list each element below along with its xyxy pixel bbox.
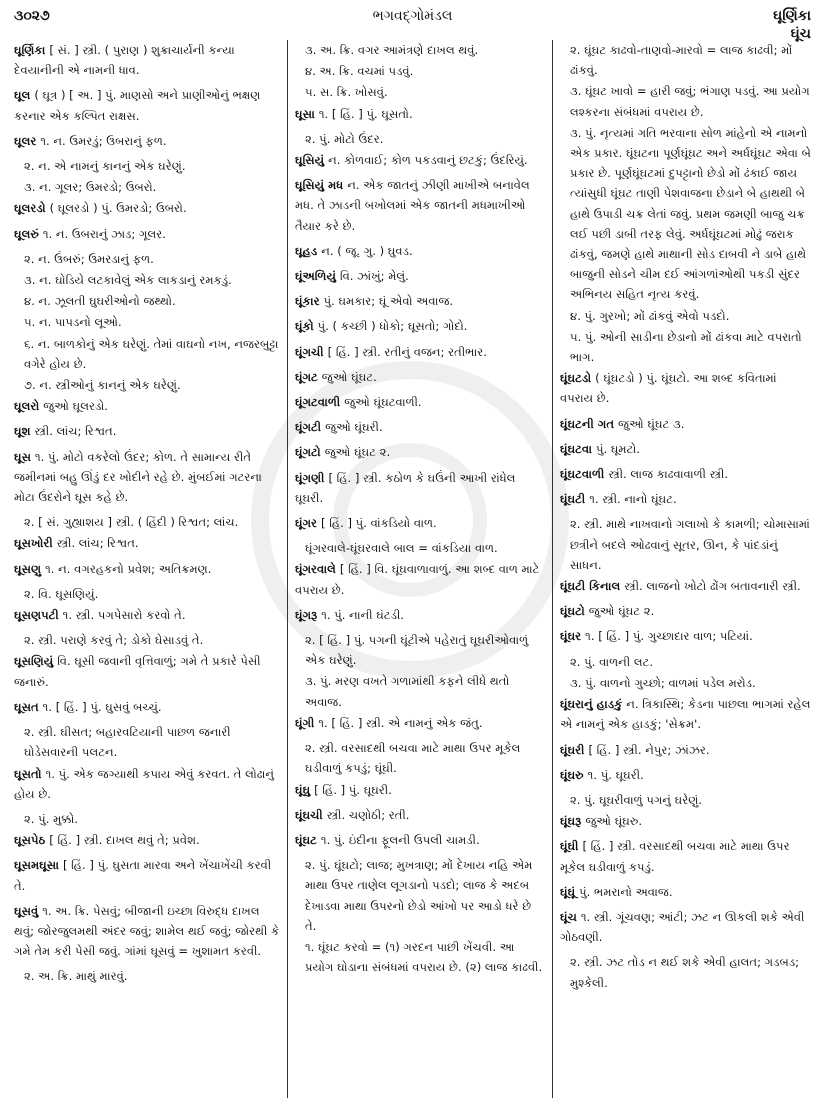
definition-text: ૧. સ્ત્રી. ગૂંચવણ; આંટી; ઝટ ન ઊકલી શકે એવી ગોઠવણી.: [560, 909, 805, 945]
headword: ઘૂંગટ: [295, 369, 318, 384]
headword: ઘૂંઘટડો: [560, 371, 592, 386]
dictionary-entry: [14, 764, 280, 804]
headword: ઘૂંગર: [295, 516, 318, 531]
definition-text: ૩. અ. ક્રિ. વગર આમંત્રણે દાખલ થવું.: [305, 43, 479, 57]
definition-text: ૧. પું. મોટો વકરેલો ઉંદર; કોળ. તે સામાન્ય રીતે જમીનમાં બહુ ઊંડું દર ખોદીને રહે છે. મુંબઈમાં ગટરના મોટા ઉંદરોને ઘૂસ કહે છે.: [14, 449, 262, 505]
definition-text: ૫. પું. ઓની સાડીના છેડાનો મોં ઢાંકવા માટે વપરાતો ભાગ.: [570, 329, 802, 365]
definition-text: જુઓ ઘૂંઘટ.: [321, 369, 377, 384]
definition-text: ૩. પું. નૃત્યમાં ગતિ ભરવાના સોળ માંહેનો એ નામનો એક પ્રકાર. ઘૂંઘટના પૂર્ણઘૂંઘટ અને અર્ધઘૂંઘટ એવા બે પ્રકાર છે. પૂર્ણઘૂંઘટમાં દુપટ્ટાનો છેડો મોં ઢંકાઈ જાય ત્યાંસુધી ઘૂંઘટ તાણી પેશવાજના છેડાને બે હાથથી બે હાથે ઉપાડી ચક્ર લેતાં જવું. પ્રથમ જમણી બાજુ ચક્ર લઈ પછી ડાબી તરફ લેવું. અર્ધઘૂંઘટમાં મોઢું જરાક ઢાંકવું, જમણે હાથે માથાની સોડ દાબવી ને ડાબે હાથે બાજુની સોડને ચીમ દઈ આંગળાંઓથી પકડી સુંદર અભિનય સહિત નૃત્ય કરવું.: [570, 125, 811, 302]
definition-text: ૨. પું. વાળની લટ.: [570, 654, 654, 669]
definition-text: ૧. સ્ત્રી. પગપેસારો કરવો તે.: [62, 608, 186, 623]
dictionary-entry: [295, 342, 545, 362]
dictionary-entry: [295, 104, 545, 124]
definition-text: ૬. ન. બાળકોનું એક ઘરેણું. તેમાં વાઘનો નખ, નજરબુટ્ટા વગેરે હોય છે.: [24, 336, 279, 371]
definition-text: જુઓ ઘૂંઘટ ૩.: [618, 416, 685, 431]
entry-sense: [560, 123, 812, 305]
definition-text: ૧. ન. ઉબરાનું ઝાડ; ગૂલર.: [42, 226, 166, 241]
dictionary-entry: [560, 489, 812, 509]
headword: ઘૂહડ: [295, 243, 318, 258]
dictionary-entry: [560, 811, 812, 831]
guide-word-first: ઘૂર્ણિકા: [773, 8, 811, 24]
dictionary-entry: [560, 694, 812, 734]
dictionary-entry: [295, 805, 545, 825]
headword: ઘૂંઘટવાળી: [560, 467, 605, 482]
dictionary-entry: [295, 830, 545, 850]
definition-text: [ હિં. ] સ્ત્રી. દાખલ થવું તે; પ્રવેશ.: [49, 833, 200, 848]
definition-text: ૧. પું. એક જગ્યાથી કપાય એવું કરવત. તે લોઢાનું હોય છે.: [14, 766, 274, 801]
entry-sense: [14, 630, 280, 650]
headword: ઘૂંગણી: [295, 470, 325, 485]
entry-sense: [560, 790, 812, 810]
definition-text: ૧. અ. ક્રિ. પેસવું; બીજાની ઇચ્છા વિરુદ્ધ દાખલ થવું; જોરજુલમથી અંદર જવું; શામેલ થઈ જવું; જોરથી કે ગમે તેમ કરી પેસી જવું. ગાંમાં ઘૂસવું = ખુશામત કરવી.: [14, 903, 280, 959]
definition-text: [ હિં. ] સ્ત્રી. નેપુર; ઝાંઝર.: [588, 742, 710, 757]
headword: ઘૂંચ: [560, 909, 577, 924]
definition-text: ૩. ઘૂંઘટ ખાવો = હારી જવું; ભંગાણ પડવું. આ પ્રયોગ લશ્કરના સંબંધમાં વપરાય છે.: [570, 84, 810, 119]
definition-text: [ સં. ] સ્ત્રી. ( પુરાણ ) શુક્રાચાર્યની કન્યા દેવયાનીની એ નામની ધાવ.: [14, 43, 235, 78]
definition-text: ૨. સ્ત્રી. પરાણે કરવું તે; ડોકો ઘેસાડવું તે.: [24, 633, 204, 648]
headword: ઘૂસતો: [14, 766, 42, 781]
definition-text: ૨. સ્ત્રી. ઘીસત; બહારવટિયાની પાછળ જનારી ઘોડેસવારની પલટન.: [24, 725, 231, 760]
entry-sense: [560, 952, 812, 992]
definition-text: ૩. ન. ઘોડિયે લટકાવેલું એક લાકડાનું રમકડું.: [24, 273, 232, 288]
column-2: [295, 40, 545, 1098]
entry-sense: [14, 966, 280, 986]
dictionary-entry: [295, 392, 545, 412]
definition-text: ૧. [ હિં. ] પું. ઘુસવું બચ્ચું.: [42, 699, 162, 714]
definition-text: વિ. ઘૂસી જવાની વૃત્તિવાળું; ગમે તે પ્રકારે પેસી જનારું.: [14, 654, 261, 689]
headword: ઘૂંકો: [295, 319, 314, 334]
definition-text: ૧. ન. વગરહકનો પ્રવેશ; અતિક્રમણ.: [45, 561, 212, 576]
entry-sense: [14, 809, 280, 829]
headword: ઘૂશ: [14, 424, 31, 439]
definition-text: જુઓ ઘૂલરડો.: [43, 399, 108, 414]
entry-sense: [295, 129, 545, 149]
entry-sense: [560, 652, 812, 672]
entry-sense: [14, 334, 280, 374]
definition-text: ૧. પું. ઇંદીના ફૂલની ઉપલી ચામડી.: [320, 832, 480, 847]
definition-text: પું. ઘૂમટો.: [595, 441, 640, 456]
page-number: ૩૦૨૭: [14, 8, 50, 24]
dictionary-entry: [14, 224, 280, 244]
definition-text: ૧. પું. નાની ઘંટડી.: [321, 607, 404, 622]
definition-text: ૩. પું. વાળનો ગુચ્છો; વાળમાં પડેલ મરોડ.: [570, 675, 756, 690]
definition-text: ૪. ન. ઝૂલતી ઘુઘરીઓનો જથ્થો.: [24, 294, 176, 309]
dictionary-entry: [14, 533, 280, 553]
headword: ઘૂલરડો: [14, 201, 46, 216]
entry-sense: [14, 270, 280, 290]
entry-sense: [560, 306, 812, 326]
entry-sense: [14, 584, 280, 604]
definition-text: ૫. સ. ક્રિ. ખોસવું.: [305, 85, 388, 100]
headword: ઘૂંઘરુ: [560, 767, 584, 782]
headword: ઘૂસમઘૂસા: [14, 858, 59, 873]
dictionary-entry: [295, 468, 545, 508]
headword: ઘૂલરો: [14, 399, 40, 414]
definition-text: ૨. પું. મોટો ઉંદર.: [305, 131, 384, 146]
entry-sense: [295, 630, 545, 670]
definition-text: ૧. [ હિં. ] પું. ઘૂસતો.: [318, 106, 413, 121]
definition-text: ૧. સ્ત્રી. નાનો ઘૂંઘટ.: [589, 492, 677, 507]
definition-text: ૨. સ્ત્રી. માથે નાખવાનો ગલાખો કે કામળી; ચોમાસામાં છત્રીને બદલે ઓઢવાનું સૂતર, ઊન, કે પાંદડાંનું સાધન.: [570, 517, 810, 572]
dictionary-entry: [295, 513, 545, 533]
definition-text: [ હિં. ] સ્ત્રી. રતીનું વજન; રતીભાર.: [327, 344, 487, 359]
definition-text: પું. ઘમકાર; ઘૂં એવો અવાજ.: [323, 294, 454, 309]
dictionary-entry: [560, 882, 812, 902]
headword: ઘૂંઘટની ગત: [560, 416, 615, 431]
entry-sense: [14, 249, 280, 269]
headword: ઘૂંઘટી: [560, 492, 586, 507]
dictionary-entry: [14, 830, 280, 850]
definition-text: ( ઘૂંઘટડો ) પું. ઘૂંઘટો. આ શબ્દ કવિતામાં વપરાય છે.: [560, 371, 777, 406]
definition-text: ૨. ઘૂંઘટ કાઢવો-તાણવો-મારવો = લાજ કાઢવી; મોં ઢાંકવું.: [570, 43, 793, 78]
dictionary-entry: [14, 131, 280, 151]
dictionary-entry: [14, 697, 280, 717]
dictionary-entry: [560, 836, 812, 876]
definition-text: ૪. પું. ગુરખો; મોં ઢાંકવું એવો પડદો.: [570, 308, 730, 323]
headword: ઘૂંઘટ: [295, 832, 317, 847]
definition-text: ૫. ન. પાપડનો લૂઓ.: [24, 315, 122, 330]
headword: ઘૂસિયું: [295, 153, 325, 168]
definition-text: ( ઘૂત્ર ) [ અ. ] પું. માણસો અને પ્રાણીઓનું ભક્ષણ કરનાર એક કલ્પિત રાક્ષસ.: [14, 88, 261, 123]
column-divider: [287, 40, 288, 1098]
entry-sense: [14, 375, 280, 395]
definition-text: વિ. ઝાંખું; મેલું.: [339, 269, 409, 284]
dictionary-entry: [560, 439, 812, 459]
definition-text: ૩. પું. મરણ વખતે ગળામાંથી કફને લીધે થતો અવાજ.: [305, 674, 510, 709]
headword: ઘૂસ: [14, 449, 31, 464]
headword: ઘૂલરું: [14, 226, 39, 241]
definition-text: ન. ( જૂ. ગુ. ) ઘુવડ.: [321, 243, 413, 258]
definition-text: પું. ( કચ્છી ) ધોકો; ઘૂસતો; ગોદો.: [317, 319, 468, 334]
headword: ઘૂલર: [14, 133, 37, 148]
definition-text: પું. ભમરાનો અવાજ.: [579, 884, 673, 899]
headword: ઘૂંઘરાનું હાડકું: [560, 697, 623, 712]
entry-sense: [295, 61, 545, 81]
dictionary-entry: [560, 464, 812, 484]
definition-text: ૨. સ્ત્રી. વરસાદથી બચવા માટે માથા ઉપર મૂકેલ ઘડીવાળું કપડું; ઘૂંઘી.: [305, 741, 521, 776]
headword: ઘૂંઘર: [560, 629, 582, 644]
dictionary-entry: [14, 605, 280, 625]
definition-text: ( ઘૂલરડો ) પું. ઉમરડો; ઉબરો.: [49, 201, 187, 216]
definition-text: ૧. ઘૂંઘટ કરવો = (૧) ગરદન પાછી ખેંચવી. આ પ્રયોગ ઘોડાના સંબંધમાં વપરાય છે. (૨) લાજ કાઢવી.: [305, 939, 543, 975]
dictionary-entry: [14, 901, 280, 962]
headword: ઘૂંગટી: [295, 420, 322, 435]
headword: ઘૂસવું: [14, 903, 39, 918]
definition-text: સ્ત્રી. લાજ કાઢવાવાળી સ્ત્રી.: [608, 467, 729, 482]
headword: ઘૂસણુ: [14, 561, 42, 576]
definition-text: સ્ત્રી. ચણોઠી; રતી.: [326, 807, 410, 822]
dictionary-entry: [295, 266, 545, 286]
headword: ઘૂંઘરી: [560, 742, 585, 757]
entry-sense: [14, 312, 280, 332]
guide-word-last: ઘૂંચ: [790, 26, 811, 42]
dictionary-entry: [14, 559, 280, 579]
definition-text: [ હિં. ] સ્ત્રી. કઠોળ કે ઘઉંની આખી રાંધેલ ઘૂઘરી.: [295, 470, 516, 505]
entry-sense: [560, 514, 812, 575]
definition-text: ૨. પું. મુક્કો.: [24, 811, 79, 826]
dictionary-entry: [14, 198, 280, 218]
definition-text: સ્ત્રી. લાંચ; રિશ્વત.: [34, 424, 117, 439]
dictionary-entry: [14, 40, 280, 80]
headword: ઘૂંઘી: [560, 839, 579, 854]
dictionary-entry: [295, 417, 545, 437]
headword: ઘૂંઘટી કિનાલ: [560, 579, 621, 594]
headword: ઘૂંગી: [295, 715, 315, 730]
definition-text: ૧. ન. ઉમરડું; ઉબરાનું ફળ.: [40, 133, 167, 148]
dictionary-entry: [14, 396, 280, 416]
dictionary-entry: [14, 651, 280, 691]
headword: ઘૂસણિયું: [14, 654, 54, 669]
definition-text: ૨. અ. ક્રિ. માથું મારવું.: [24, 969, 128, 984]
headword: ઘૂંઘૂં: [560, 884, 576, 899]
definition-text: સ્ત્રી. લાજનો ખોટો ઢોંગ બતાવનારી સ્ત્રી.: [624, 579, 801, 594]
headword: ઘૂંઘટવા: [560, 441, 592, 456]
headword: ઘૂંકાર: [295, 294, 320, 309]
entry-sense: [295, 82, 545, 102]
dictionary-entry: [295, 442, 545, 462]
dictionary-entry: [560, 626, 812, 646]
headword: ઘૂર્ણિકા: [14, 43, 46, 57]
headword: ઘૂંઅળિયું: [295, 269, 336, 284]
definition-text: ન. કોળવાઈ; કોળ પકડવાનું છટકું; ઉંદરિયું.: [328, 153, 528, 168]
headword: ઘૂસત: [14, 699, 39, 714]
definition-text: ન. એક જાતનું ઝીણી માખીએ બનાવેલ મધ. તે ઝાડની બખોલમાં એક જાતની મધમાખીઓ તૈયાર કરે છે.: [295, 178, 530, 233]
definition-text: ૨. ન. એ નામનું કાનનું એક ઘરેણું.: [24, 159, 186, 174]
dictionary-entry: [560, 601, 812, 621]
entry-sense: [14, 177, 280, 197]
definition-text: ૨. [ સં. ગુહ્યાશય ] સ્ત્રી. ( હિંદી ) રિશ્વત; લાંચ.: [24, 515, 239, 530]
definition-text: ન. ત્રિકાસ્થિ; કેડના પાછલા ભાગમાં રહેલ એ નામનું એક હાડકું; 'સેક્રમ'.: [560, 697, 811, 732]
headword: ઘૂસિયું મધ: [295, 178, 344, 193]
headword: ઘૂલ: [14, 88, 31, 103]
definition-text: ૧. [ હિં. ] પું. ગુચ્છાદાર વાળ; પટિયાં.: [585, 629, 753, 644]
definition-text: ૨. પું. ઘૂઘરીવાળું પગનું ઘરેણું.: [570, 792, 702, 807]
definition-text: ૧. પું. ઘૂઘરી.: [587, 767, 644, 782]
dictionary-entry: [295, 780, 545, 800]
dictionary-entry: [295, 150, 545, 170]
definition-text: [ હિં. ] પું. ઘૂઘરી.: [314, 782, 392, 797]
definition-text: જુઓ ઘૂંઘટવાળી.: [344, 395, 422, 410]
dictionary-entry: [295, 175, 545, 236]
entry-sense: [295, 538, 545, 558]
entry-sense: [295, 671, 545, 711]
headword: ઘૂંગટવાળી: [295, 395, 341, 410]
entry-sense: [560, 327, 812, 367]
definition-text: જુઓ ઘૂંઘરુ.: [585, 814, 643, 829]
definition-text: સ્ત્રી. લાંચ; રિશ્વત.: [56, 536, 139, 551]
definition-text: [ હિં. ] પું. ઘુસતા મારવા અને ખેંચાખેંચી કરવી તે.: [14, 858, 272, 893]
dictionary-entry: [295, 241, 545, 261]
definition-text: ૨. ન. ઉંબરું; ઉમરડાનું ફળ.: [24, 251, 154, 266]
headword: ઘૂંઘુ: [295, 782, 311, 797]
column-1: [14, 40, 280, 1098]
dictionary-entry: [560, 414, 812, 434]
definition-text: ઘૂંગરવાલે-ઘૂંઘરવાલે બાલ = વાંકડિયા વાળ.: [305, 541, 498, 556]
definition-text: જુઓ ઘૂંઘટ ૨.: [588, 604, 655, 619]
dictionary-entry: [14, 447, 280, 508]
headword: ઘૂસા: [295, 106, 315, 121]
entry-sense: [295, 855, 545, 936]
dictionary-entry: [560, 740, 812, 760]
dictionary-entry: [295, 559, 545, 599]
dictionary-entry: [295, 291, 545, 311]
headword: ઘૂંઘટો: [560, 604, 585, 619]
entry-sense: [560, 673, 812, 693]
dictionary-entry: [295, 316, 545, 336]
entry-sense: [14, 291, 280, 311]
definition-text: જુઓ ઘૂંઘરી.: [325, 420, 383, 435]
definition-text: ૨. પું. ઘૂંઘટો; લાજ; મુખત્રાણ; મોં દેખાય નહિ એમ માથા ઉપર તાણેલ લૂગડાનો પડદો; લાજ કે અદબ દેખાડવા માથા ઉપરનો છેડો આંખો પર આડો ધરે છે તે.: [305, 858, 533, 933]
headword: ઘૂસપેઠ: [14, 833, 46, 848]
dictionary-entry: [560, 368, 812, 408]
headword: ઘૂંઘરૂ: [560, 814, 582, 829]
headword: ઘૂંગચી: [295, 344, 324, 359]
headword: ઘૂસણપટી: [14, 608, 59, 623]
entry-sense: [14, 722, 280, 762]
definition-text: ૨. વિ. ઘૂસણિયું.: [24, 586, 99, 601]
entry-sense: [295, 40, 545, 60]
dictionary-entry: [295, 367, 545, 387]
dictionary-entry: [14, 421, 280, 441]
headword: ઘૂંગરવાલે: [295, 562, 336, 577]
headword: ઘૂસખોરી: [14, 536, 53, 551]
definition-text: ૭. ન. સ્ત્રીઓનું કાનનું એક ઘરેણું.: [24, 378, 181, 393]
definition-text: જુઓ ઘૂંઘટ ૨.: [324, 445, 391, 460]
definition-text: ૨. [ હિં. ] પું. પગની ઘૂંટીએ પહેરાતું ઘૂઘરીઓવાળું એક ઘરેણું.: [305, 633, 529, 668]
definition-text: ૨. સ્ત્રી. ઝટ તોડ ન થઈ શકે એવી હાલત; ગડબડ; મુશ્કેલી.: [570, 955, 800, 990]
definition-text: ૪. અ. ક્રિ. વચમાં પડવું.: [305, 64, 414, 79]
entry-sense: [14, 156, 280, 176]
entry-sense: [560, 81, 812, 121]
dictionary-entry: [295, 713, 545, 733]
entry-sense: [14, 512, 280, 532]
dictionary-entry: [14, 855, 280, 895]
entry-sense: [560, 40, 812, 80]
definition-text: ૧. [ હિં. ] સ્ત્રી. એ નામનું એક જંતુ.: [318, 715, 483, 730]
dictionary-entry: [295, 605, 545, 625]
dictionary-entry: [560, 576, 812, 596]
definition-text: ૩. ન. ગૂલર; ઉમરડો; ઉબરો.: [24, 180, 157, 195]
headword: ઘૂંગરૂ: [295, 607, 318, 622]
headword: ઘૂંગટો: [295, 445, 321, 460]
entry-sense: [295, 937, 545, 977]
column-divider: [552, 40, 553, 1098]
column-3: [560, 40, 812, 1098]
running-title: ભગવદ્ગોમંડલ: [372, 8, 453, 24]
headword: ઘૂંઘચી: [295, 807, 323, 822]
dictionary-entry: [14, 85, 280, 125]
dictionary-entry: [560, 907, 812, 947]
entry-sense: [295, 738, 545, 778]
dictionary-entry: [560, 765, 812, 785]
definition-text: [ હિં. ] વિ. ઘૂંઘવાળાવાળું. આ શબ્દ વાળ માટે વપરાય છે.: [295, 562, 540, 597]
definition-text: [ હિં. ] પું. વાંકડિયો વાળ.: [321, 516, 437, 531]
definition-text: [ હિં. ] સ્ત્રી. વરસાદથી બચવા માટે માથા ઉપર મૂકેલ ઘડીવાળું કપડું.: [560, 839, 790, 874]
